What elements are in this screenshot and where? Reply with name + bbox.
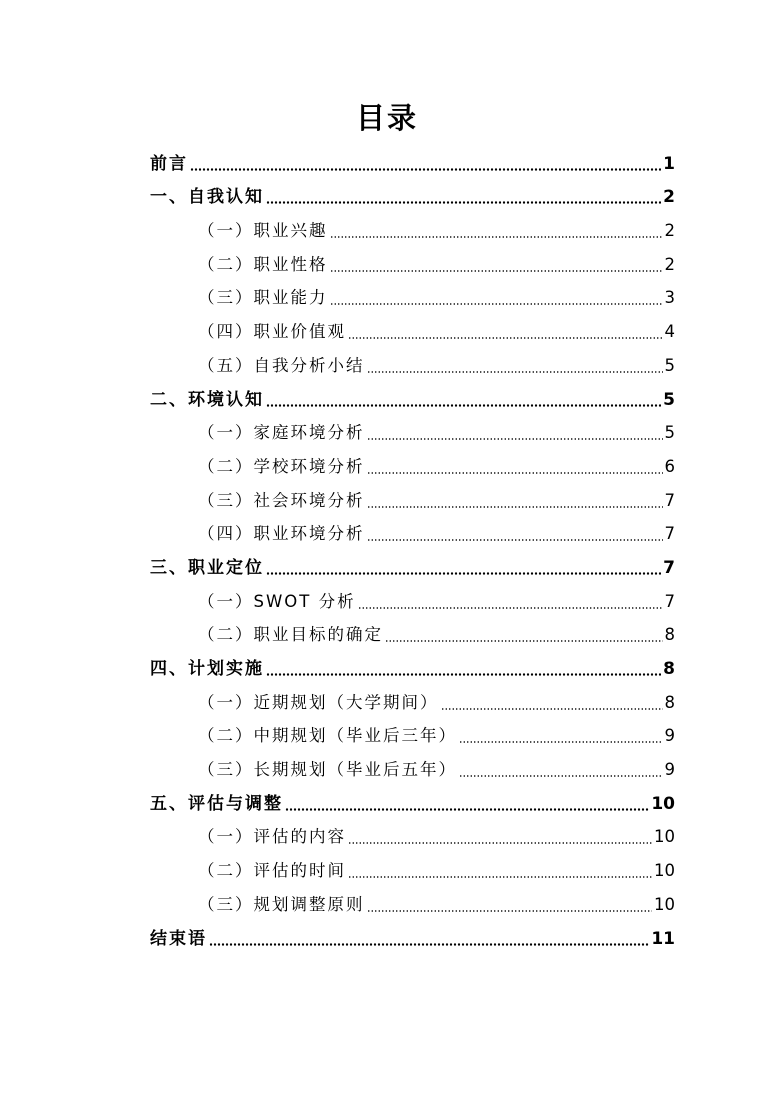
- toc-entry-page-number: 6: [664, 456, 675, 476]
- toc-title: 目录: [355, 101, 418, 135]
- toc-entry-page-number: 8: [664, 692, 675, 712]
- toc-entry-page-number: 9: [664, 726, 675, 746]
- toc-entry-page-number: 5: [663, 389, 675, 410]
- toc-entry-page-number: 10: [654, 861, 675, 881]
- dot-leader: [266, 673, 661, 676]
- dot-leader: [348, 337, 663, 339]
- toc-entry-page-number: 10: [651, 793, 675, 814]
- toc-section-entry[interactable]: [150, 178, 675, 212]
- dot-leader: [367, 539, 663, 541]
- toc-entry-label: （三）规划调整原则: [198, 894, 365, 914]
- toc-entry-page-number: 5: [664, 355, 675, 375]
- dot-leader: [190, 168, 661, 171]
- toc-subsection-entry[interactable]: [150, 616, 675, 650]
- toc-entry-page-number: 9: [664, 760, 675, 780]
- toc-entry-page-number: 7: [664, 524, 675, 544]
- dot-leader: [330, 270, 663, 272]
- toc-entry-label: 四、计划实施: [150, 659, 264, 679]
- toc-subsection-entry[interactable]: [150, 312, 675, 346]
- toc-entry-label: 二、环境认知: [150, 389, 264, 410]
- toc-entry-page-number: 5: [664, 423, 675, 443]
- dot-leader: [385, 640, 663, 642]
- toc-entry-page-number: 11: [651, 928, 675, 949]
- toc-entry-label: （一）家庭环境分析: [198, 423, 365, 443]
- toc-subsection-entry[interactable]: [150, 515, 675, 549]
- toc-subsection-entry[interactable]: [150, 414, 675, 448]
- dot-leader: [358, 607, 663, 609]
- dot-leader: [367, 438, 663, 440]
- dot-leader: [330, 303, 663, 305]
- toc-entry-label: 一、自我认知: [150, 187, 264, 208]
- toc-entry-label: （四）职业环境分析: [198, 524, 365, 544]
- toc-subsection-entry[interactable]: [150, 851, 675, 885]
- toc-section-entry[interactable]: [150, 380, 675, 414]
- toc-entry-label: （一）SWOT 分析: [198, 591, 356, 611]
- toc-entry-page-number: 1: [663, 153, 675, 174]
- toc-entry-page-number: 7: [664, 490, 675, 510]
- dot-leader: [441, 708, 663, 710]
- toc-entry-page-number: 8: [663, 659, 675, 679]
- toc-entry-label: 三、职业定位: [150, 557, 264, 578]
- toc-subsection-entry[interactable]: [150, 279, 675, 313]
- toc-entry-label: （二）职业目标的确定: [198, 625, 383, 645]
- toc-entry-label: （二）中期规划（毕业后三年）: [198, 726, 457, 746]
- toc-subsection-entry[interactable]: [150, 683, 675, 717]
- toc-entry-page-number: 8: [664, 625, 675, 645]
- toc-entry-label: （一）评估的内容: [198, 827, 346, 847]
- toc-entry-label: （一）近期规划（大学期间）: [198, 692, 439, 712]
- table-of-contents: [150, 144, 675, 953]
- toc-section-entry[interactable]: [150, 548, 675, 582]
- dot-leader: [367, 506, 663, 508]
- dot-leader: [266, 572, 661, 575]
- toc-subsection-entry[interactable]: [150, 245, 675, 279]
- toc-entry-page-number: 7: [664, 591, 675, 611]
- dot-leader: [348, 876, 652, 878]
- toc-entry-label: （五）自我分析小结: [198, 355, 365, 375]
- toc-subsection-entry[interactable]: [150, 582, 675, 616]
- dot-leader: [459, 775, 663, 777]
- toc-subsection-entry[interactable]: [150, 346, 675, 380]
- toc-entry-label: 前言: [150, 153, 188, 174]
- toc-entry-label: （三）长期规划（毕业后五年）: [198, 760, 457, 780]
- toc-entry-page-number: 2: [664, 254, 675, 274]
- toc-section-entry[interactable]: [150, 649, 675, 683]
- toc-entry-page-number: 2: [663, 187, 675, 208]
- toc-section-entry[interactable]: [150, 144, 675, 178]
- toc-subsection-entry[interactable]: [150, 717, 675, 751]
- toc-entry-label: （四）职业价值观: [198, 322, 346, 342]
- toc-entry-label: （三）职业能力: [198, 288, 328, 308]
- toc-entry-label: （二）职业性格: [198, 254, 328, 274]
- toc-section-entry[interactable]: [150, 919, 675, 953]
- toc-subsection-entry[interactable]: [150, 211, 675, 245]
- toc-subsection-entry[interactable]: [150, 481, 675, 515]
- toc-entry-page-number: 7: [663, 557, 675, 578]
- dot-leader: [266, 404, 661, 407]
- dot-leader: [209, 943, 649, 946]
- dot-leader: [367, 472, 663, 474]
- toc-entry-label: （二）评估的时间: [198, 861, 346, 881]
- dot-leader: [367, 910, 653, 912]
- dot-leader: [330, 236, 663, 238]
- dot-leader: [285, 808, 649, 811]
- toc-entry-label: （二）学校环境分析: [198, 456, 365, 476]
- dot-leader: [459, 741, 663, 743]
- toc-entry-page-number: 3: [664, 288, 675, 308]
- toc-entry-page-number: 10: [654, 827, 675, 847]
- toc-subsection-entry[interactable]: [150, 885, 675, 919]
- toc-subsection-entry[interactable]: [150, 447, 675, 481]
- toc-entry-page-number: 4: [664, 322, 675, 342]
- toc-entry-page-number: 10: [654, 894, 675, 914]
- toc-entry-label: 五、评估与调整: [150, 793, 283, 814]
- toc-subsection-entry[interactable]: [150, 750, 675, 784]
- dot-leader: [266, 201, 661, 204]
- toc-entry-label: 结束语: [150, 928, 207, 949]
- toc-entry-label: （三）社会环境分析: [198, 490, 365, 510]
- toc-subsection-entry[interactable]: [150, 818, 675, 852]
- toc-entry-page-number: 2: [664, 221, 675, 241]
- toc-section-entry[interactable]: [150, 784, 675, 818]
- dot-leader: [348, 842, 652, 844]
- toc-entry-label: （一）职业兴趣: [198, 221, 328, 241]
- dot-leader: [367, 371, 663, 373]
